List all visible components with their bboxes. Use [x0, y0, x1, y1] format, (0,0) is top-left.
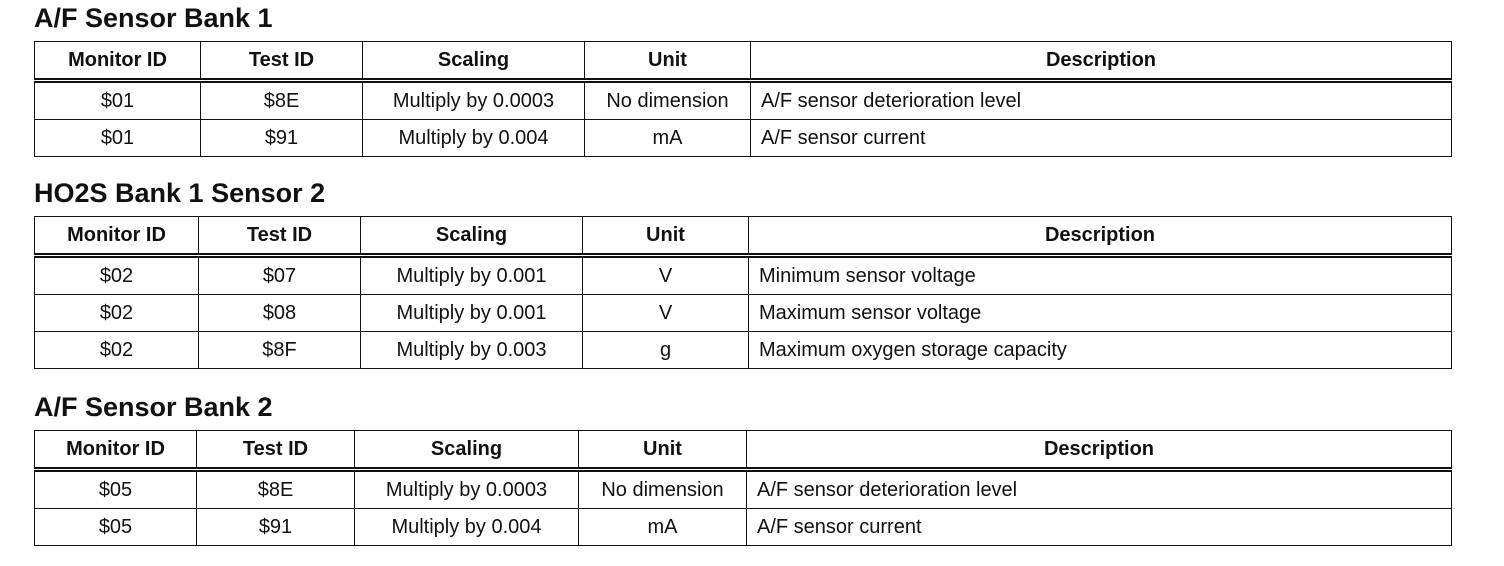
- cell-unit: g: [583, 332, 749, 369]
- cell-scaling: Multiply by 0.004: [355, 509, 579, 546]
- cell-monitor-id: $01: [35, 81, 201, 120]
- header-description: Description: [749, 217, 1452, 256]
- spec-table: [34, 430, 1452, 546]
- cell-scaling: Multiply by 0.0003: [363, 81, 585, 120]
- cell-description: Maximum oxygen storage capacity: [749, 332, 1452, 369]
- cell-description: A/F sensor current: [747, 509, 1452, 546]
- cell-monitor-id: $05: [35, 470, 197, 509]
- cell-unit: No dimension: [585, 81, 751, 120]
- table-header-row: [35, 217, 1452, 256]
- table-row: [35, 81, 1452, 120]
- cell-description: A/F sensor deterioration level: [747, 470, 1452, 509]
- cell-unit: mA: [579, 509, 747, 546]
- table-row: [35, 120, 1452, 157]
- cell-description: Maximum sensor voltage: [749, 295, 1452, 332]
- cell-test-id: $8E: [201, 81, 363, 120]
- section-ho2s-bank-1-sensor-2: [34, 178, 1451, 369]
- header-test-id: Test ID: [201, 42, 363, 81]
- cell-description: Minimum sensor voltage: [749, 256, 1452, 295]
- cell-test-id: $91: [197, 509, 355, 546]
- table-row: [35, 256, 1452, 295]
- cell-monitor-id: $02: [35, 332, 199, 369]
- header-scaling: Scaling: [355, 431, 579, 470]
- cell-scaling: Multiply by 0.001: [361, 295, 583, 332]
- section-title: HO2S Bank 1 Sensor 2: [34, 178, 326, 208]
- cell-test-id: $8E: [197, 470, 355, 509]
- cell-description: A/F sensor current: [751, 120, 1452, 157]
- cell-scaling: Multiply by 0.004: [363, 120, 585, 157]
- cell-test-id: $91: [201, 120, 363, 157]
- header-monitor-id: Monitor ID: [35, 217, 199, 256]
- cell-unit: V: [583, 295, 749, 332]
- cell-test-id: $8F: [199, 332, 361, 369]
- spec-table: [34, 216, 1452, 369]
- header-scaling: Scaling: [363, 42, 585, 81]
- cell-scaling: Multiply by 0.001: [361, 256, 583, 295]
- cell-scaling: Multiply by 0.003: [361, 332, 583, 369]
- cell-monitor-id: $02: [35, 295, 199, 332]
- cell-scaling: Multiply by 0.0003: [355, 470, 579, 509]
- section-af-sensor-bank-2: [34, 392, 1451, 546]
- cell-unit: V: [583, 256, 749, 295]
- table-row: [35, 470, 1452, 509]
- spec-table: [34, 41, 1452, 157]
- header-description: Description: [747, 431, 1452, 470]
- cell-unit: mA: [585, 120, 751, 157]
- table-header-row: [35, 431, 1452, 470]
- cell-description: A/F sensor deterioration level: [751, 81, 1452, 120]
- cell-test-id: $08: [199, 295, 361, 332]
- section-af-sensor-bank-1: [34, 3, 1451, 157]
- cell-test-id: $07: [199, 256, 361, 295]
- cell-monitor-id: $01: [35, 120, 201, 157]
- table-row: [35, 295, 1452, 332]
- header-unit: Unit: [585, 42, 751, 81]
- cell-monitor-id: $02: [35, 256, 199, 295]
- section-title: A/F Sensor Bank 1: [34, 3, 273, 33]
- header-test-id: Test ID: [197, 431, 355, 470]
- header-scaling: Scaling: [361, 217, 583, 256]
- cell-monitor-id: $05: [35, 509, 197, 546]
- header-monitor-id: Monitor ID: [35, 431, 197, 470]
- table-header-row: [35, 42, 1452, 81]
- section-title: A/F Sensor Bank 2: [34, 392, 273, 422]
- cell-unit: No dimension: [579, 470, 747, 509]
- header-monitor-id: Monitor ID: [35, 42, 201, 81]
- header-unit: Unit: [579, 431, 747, 470]
- header-unit: Unit: [583, 217, 749, 256]
- header-test-id: Test ID: [199, 217, 361, 256]
- header-description: Description: [751, 42, 1452, 81]
- table-row: [35, 509, 1452, 546]
- table-row: [35, 332, 1452, 369]
